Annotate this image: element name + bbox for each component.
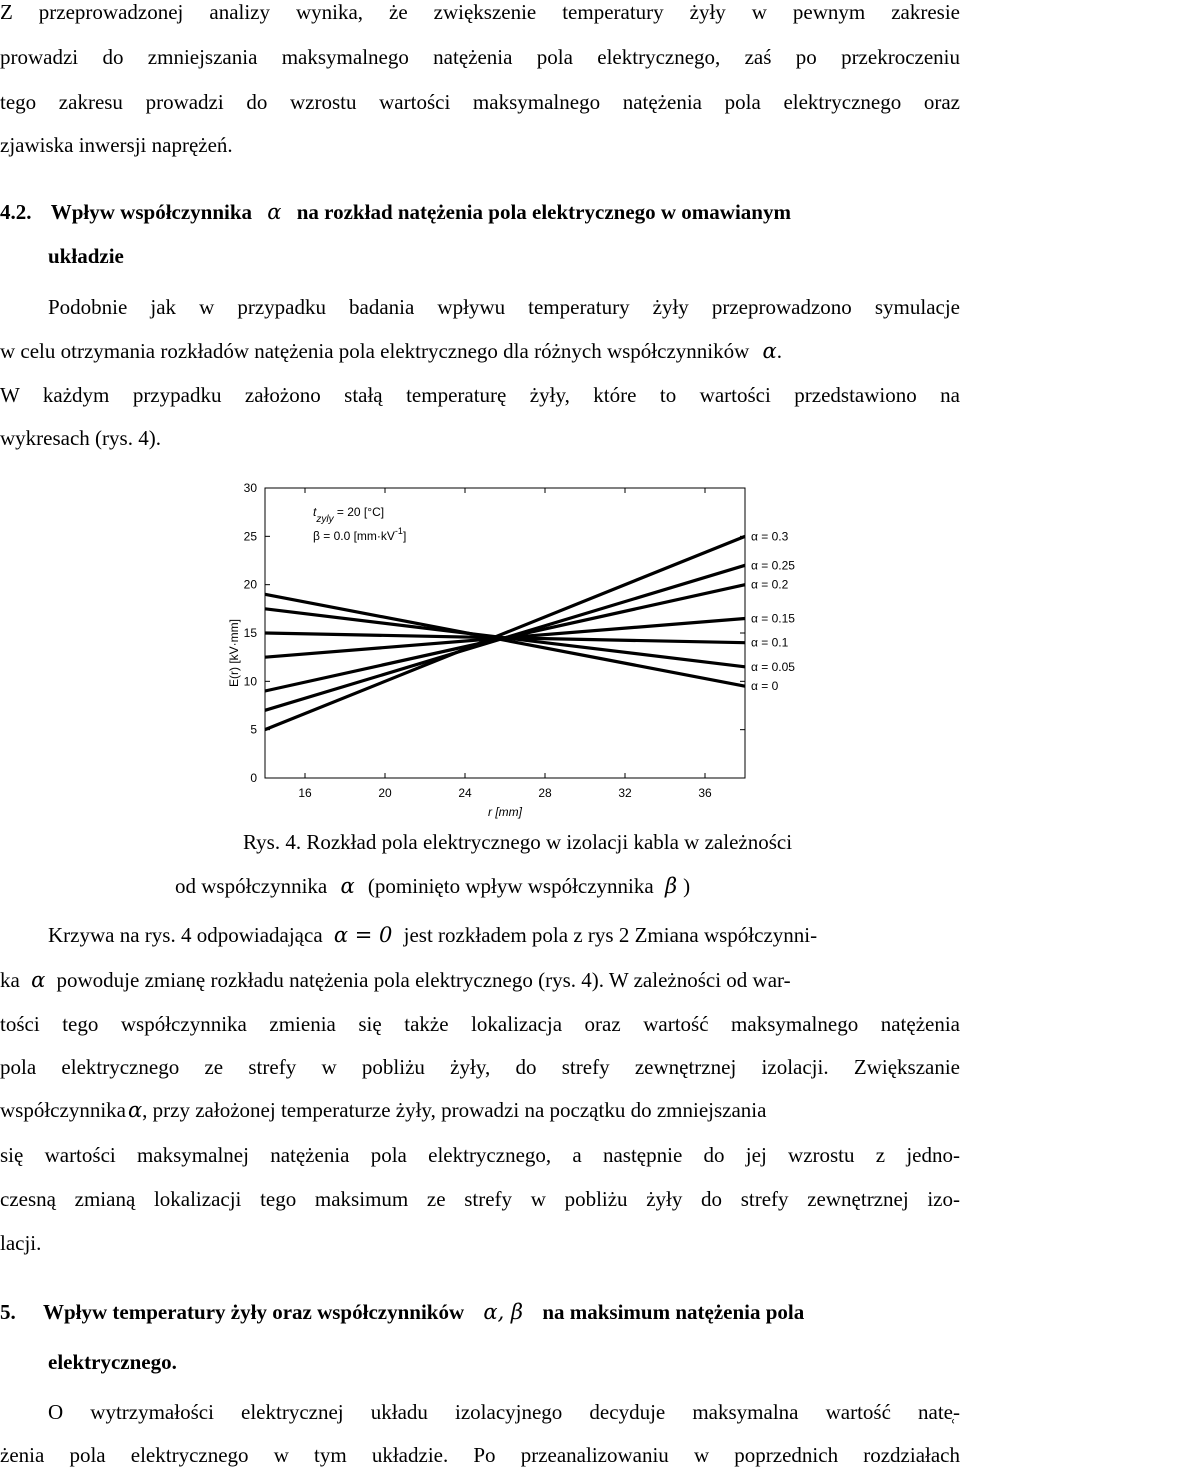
- paragraph3-text: jest rozkładem pola z rys 2 Zmiana współczynni-: [403, 923, 818, 947]
- y-axis-label: E(r) [kV·mm]: [227, 619, 241, 687]
- section-number: 5.: [0, 1300, 16, 1324]
- section-title: Wpływ temperatury żyły oraz współczynników: [43, 1300, 465, 1324]
- y-tick-label: 30: [243, 481, 257, 495]
- y-tick-label: 0: [250, 771, 257, 785]
- paragraph3-line: tości tego współczynnika zmienia się także lokalizacja oraz wartość maksymalnego natężenia: [0, 1012, 960, 1036]
- paragraph3-text: Krzywa na rys. 4 odpowiadająca: [48, 923, 323, 947]
- alpha-symbol: α: [267, 200, 282, 224]
- paragraph2-line: Podobnie jak w przypadku badania wpływu temperatury żyły przeprowadzono symulacje: [48, 295, 960, 319]
- paragraph3-text: ka: [0, 968, 20, 992]
- paragraph4-line: żenia pola elektrycznego w tym układzie. Po przeanalizowaniu w poprzednich rozdziałach: [0, 1443, 960, 1467]
- x-tick-label: 32: [618, 786, 632, 800]
- y-tick-label: 20: [243, 577, 257, 592]
- beta-symbol: β: [664, 874, 678, 898]
- x-tick-label: 24: [458, 786, 472, 800]
- figure-caption: Rys. 4. Rozkład pola elektrycznego w izolacji kabla w zależności: [243, 830, 793, 854]
- paragraph2-line: [0, 341, 960, 362]
- paragraph3-text: , przy założonej temperaturze żyły, prowadzi na początku do zmniejszania: [142, 1098, 767, 1122]
- paragraph1-line: zjawiska inwersji naprężeń.: [0, 133, 233, 157]
- section-title: Wpływ współczynnika: [50, 200, 253, 224]
- paragraph3-text: powoduje zmianę rozkładu natężenia pola elektrycznego (rys. 4). W zależności od war-: [56, 968, 791, 992]
- x-tick-label: 28: [538, 786, 552, 800]
- paragraph3-line: się wartości maksymalnej natężenia pola elektrycznego, a następnie do jej wzrostu z jedno-: [0, 1143, 960, 1167]
- y-tick-label: 15: [243, 626, 257, 640]
- caption-text: od współczynnika: [175, 874, 328, 898]
- alpha-symbol: α: [340, 874, 355, 898]
- formula: α = 0: [333, 923, 393, 947]
- figure-caption: [175, 876, 1135, 897]
- paragraph4-line: O wytrzymałości elektrycznej układu izolacyjnego decyduje maksymalna wartość nate̜-: [48, 1400, 960, 1424]
- paragraph2-line: W każdym przypadku założono stałą temperaturę żyły, które to wartości przedstawiono na: [0, 383, 960, 407]
- y-tick-label: 10: [243, 674, 257, 689]
- section-title-cont: elektrycznego.: [48, 1350, 177, 1374]
- section-number: 4.2.: [0, 200, 32, 224]
- section-title: na rozkład natężenia pola elektrycznego w omawianym: [296, 200, 791, 224]
- paragraph2-line: wykresach (rys. 4).: [0, 426, 161, 450]
- alpha-symbol: α: [31, 968, 46, 992]
- series-line: [265, 609, 745, 667]
- annotation-beta: β = 0.0 $[mm\cdot kV^{-1}]$: [313, 526, 407, 543]
- period: .: [776, 339, 782, 363]
- paragraph1-line: tego zakresu prowadzi do wzrostu wartości maksymalnego natężenia pola elektrycznego oraz: [0, 90, 960, 114]
- paragraph3-line: lacji.: [0, 1231, 42, 1255]
- paragraph1-line: prowadzi do zmniejszania maksymalnego natężenia pola elektrycznego, zaś po przekroczeniu: [0, 45, 960, 69]
- y-tick-label: 25: [243, 529, 257, 544]
- alpha-symbol: α: [127, 1098, 143, 1122]
- paragraph3-text: współczynnika: [0, 1098, 126, 1122]
- chart-plot: [227, 481, 795, 819]
- x-tick-label: 16: [298, 786, 312, 800]
- paragraph1-line: Z przeprowadzonej analizy wynika, że zwiększenie temperatury żyły w pewnym zakresie: [0, 0, 960, 24]
- series-label: α = 0: [751, 679, 779, 694]
- paragraph3-line: [0, 970, 960, 991]
- series-label: α = 0.15: [751, 611, 795, 626]
- alpha-beta-symbols: α, β: [483, 1300, 524, 1324]
- caption-text: ): [683, 874, 691, 898]
- section-heading: [0, 202, 960, 223]
- x-tick-label: 20: [378, 786, 392, 800]
- alpha-symbol: α: [762, 339, 777, 363]
- series-label: α = 0.1: [751, 635, 789, 650]
- paragraph3-line: czesną zmianą lokalizacji tego maksimum ze strefy w pobliżu żyły do strefy zewnętrznej izo-: [0, 1187, 960, 1211]
- series-label: α = 0.2: [751, 577, 789, 592]
- annotation-temperature: $t_{zyly} = 20$ [°C]: [313, 505, 385, 525]
- series-label: α = 0.05: [751, 659, 795, 674]
- section-title: na maksimum natężenia pola: [542, 1300, 805, 1324]
- series-label: α = 0.25: [751, 558, 795, 573]
- caption-text: (pominięto wpływ współczynnika: [367, 874, 654, 898]
- series-label: α = 0.3: [751, 529, 789, 544]
- paragraph2-text: w celu otrzymania rozkładów natężenia pola elektrycznego dla różnych współczynników: [0, 339, 750, 363]
- field-distribution-chart: [210, 470, 795, 819]
- paragraph3-line: [48, 925, 1008, 946]
- paragraph3-line: pola elektrycznego ze strefy w pobliżu żyły, do strefy zewnętrznej izolacji. Zwiększanie: [0, 1055, 960, 1079]
- x-axis-label: r [mm]: [488, 805, 522, 819]
- section-heading: [0, 1302, 960, 1323]
- x-tick-label: 36: [698, 786, 712, 800]
- y-tick-label: 5: [250, 722, 257, 737]
- section-title-cont: układzie: [48, 244, 124, 268]
- paragraph3-line: [0, 1100, 960, 1121]
